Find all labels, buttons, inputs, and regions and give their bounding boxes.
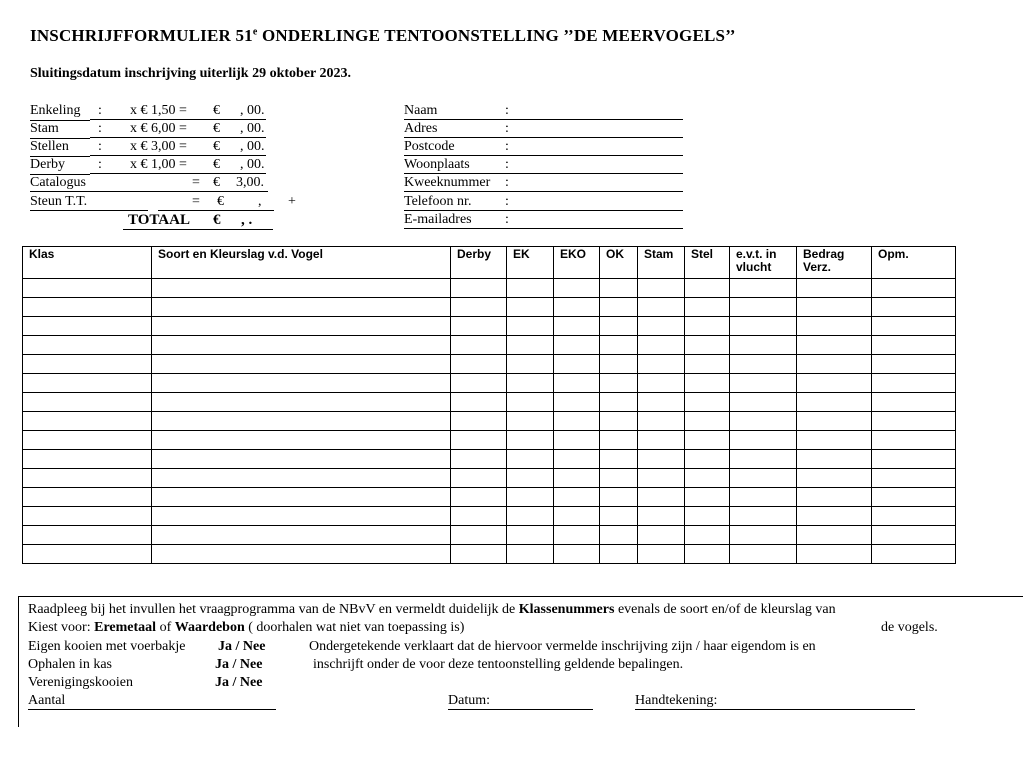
table-cell[interactable] xyxy=(152,469,451,488)
choice-eremetaal[interactable]: Eremetaal xyxy=(94,620,157,635)
table-cell[interactable] xyxy=(451,507,507,526)
table-cell[interactable] xyxy=(797,317,872,336)
field-label: E-mailadres xyxy=(404,212,472,227)
table-cell[interactable] xyxy=(23,317,152,336)
table-cell[interactable] xyxy=(872,545,956,564)
table-cell[interactable] xyxy=(600,431,638,450)
table-cell[interactable] xyxy=(685,488,730,507)
table-cell[interactable] xyxy=(872,507,956,526)
table-cell[interactable] xyxy=(554,469,600,488)
table-cell[interactable] xyxy=(638,298,685,317)
table-cell[interactable] xyxy=(685,431,730,450)
table-cell[interactable] xyxy=(600,393,638,412)
table-cell[interactable] xyxy=(730,393,797,412)
table-cell[interactable] xyxy=(872,469,956,488)
table-cell[interactable] xyxy=(797,507,872,526)
field-label: Adres xyxy=(404,121,438,136)
table-cell[interactable] xyxy=(507,336,554,355)
header-stam: Stam xyxy=(638,247,685,279)
title-superscript: e xyxy=(252,26,258,38)
table-cell[interactable] xyxy=(638,545,685,564)
instruction-line-2-right: de vogels. xyxy=(881,620,938,635)
table-cell[interactable] xyxy=(638,279,685,298)
choice-text: Kiest voor: xyxy=(28,620,95,635)
table-cell[interactable] xyxy=(152,526,451,545)
table-cell[interactable] xyxy=(554,336,600,355)
header-vlucht: e.v.t. in vlucht xyxy=(730,247,797,279)
table-cell[interactable] xyxy=(451,450,507,469)
table-cell[interactable] xyxy=(797,488,872,507)
table-cell[interactable] xyxy=(554,545,600,564)
table-cell[interactable] xyxy=(451,393,507,412)
title-text-rest: ONDERLINGE TENTOONSTELLING ’’DE MEERVOGELS’’ xyxy=(257,26,736,45)
table-cell[interactable] xyxy=(638,450,685,469)
fee-colon: : xyxy=(98,103,102,118)
table-row xyxy=(23,355,956,374)
instruction-line-1 xyxy=(28,601,836,619)
table-cell[interactable] xyxy=(600,355,638,374)
table-cell[interactable] xyxy=(451,374,507,393)
table-cell[interactable] xyxy=(685,279,730,298)
field-woonplaats[interactable] xyxy=(404,156,684,174)
table-cell[interactable] xyxy=(554,317,600,336)
instruction-text: Raadpleeg bij het invullen het vraagprogramma van de NBvV en vermeldt duidelijk de xyxy=(28,602,519,617)
fee-euro: € xyxy=(213,103,220,118)
table-cell[interactable] xyxy=(23,298,152,317)
table-cell[interactable] xyxy=(638,431,685,450)
table-cell[interactable] xyxy=(797,431,872,450)
table-cell[interactable] xyxy=(600,526,638,545)
fee-amount[interactable]: , 00. xyxy=(240,157,265,172)
fee-multiplier[interactable]: x € 1,00 = xyxy=(130,157,187,172)
table-cell[interactable] xyxy=(685,450,730,469)
field-label: Woonplaats xyxy=(404,157,470,172)
table-cell[interactable] xyxy=(451,469,507,488)
table-cell[interactable] xyxy=(451,336,507,355)
table-cell[interactable] xyxy=(554,488,600,507)
field-label: Kweeknummer xyxy=(404,175,491,190)
fee-euro: € xyxy=(213,121,220,136)
table-row xyxy=(23,336,956,355)
field-colon: : xyxy=(505,175,509,190)
table-cell[interactable] xyxy=(451,355,507,374)
title-text: INSCHRIJFFORMULIER 51 xyxy=(30,26,253,45)
table-cell[interactable] xyxy=(600,507,638,526)
option-label-verenigingskooien: Verenigingskooien xyxy=(28,675,133,690)
table-cell[interactable] xyxy=(507,488,554,507)
choice-note: ( doorhalen wat niet van toepassing is) xyxy=(244,620,465,635)
choice-of: of xyxy=(156,620,175,635)
table-cell[interactable] xyxy=(685,374,730,393)
fee-row-steun xyxy=(30,193,310,211)
aantal-label: Aantal xyxy=(28,693,66,708)
option-verenigingskooien-janee[interactable]: Ja / Nee xyxy=(215,675,263,690)
table-cell[interactable] xyxy=(554,279,600,298)
instruction-bold: Klassenummers xyxy=(518,602,615,617)
table-cell[interactable] xyxy=(685,526,730,545)
steun-equals: = xyxy=(192,194,200,209)
table-cell[interactable] xyxy=(730,526,797,545)
table-cell[interactable] xyxy=(554,393,600,412)
table-row xyxy=(23,545,956,564)
field-label: Naam xyxy=(404,103,438,118)
table-cell[interactable] xyxy=(638,526,685,545)
handtekening-label: Handtekening: xyxy=(635,693,718,708)
table-cell[interactable] xyxy=(872,412,956,431)
table-cell[interactable] xyxy=(730,355,797,374)
option-label-eigen-kooien: Eigen kooien met voerbakje xyxy=(28,639,186,654)
table-cell[interactable] xyxy=(507,279,554,298)
table-cell[interactable] xyxy=(507,317,554,336)
fee-multiplier[interactable]: x € 6,00 = xyxy=(130,121,187,136)
table-row xyxy=(23,507,956,526)
fee-row-enkeling xyxy=(30,102,270,120)
table-cell[interactable] xyxy=(23,526,152,545)
table-cell[interactable] xyxy=(730,450,797,469)
form-title xyxy=(30,26,736,46)
table-cell[interactable] xyxy=(23,545,152,564)
table-cell[interactable] xyxy=(451,279,507,298)
table-header-row xyxy=(23,247,956,279)
table-cell[interactable] xyxy=(451,545,507,564)
table-cell[interactable] xyxy=(797,545,872,564)
table-cell[interactable] xyxy=(730,507,797,526)
table-cell[interactable] xyxy=(685,298,730,317)
table-row xyxy=(23,317,956,336)
table-cell[interactable] xyxy=(797,355,872,374)
fee-label: Enkeling xyxy=(30,102,90,121)
table-row xyxy=(23,393,956,412)
table-cell[interactable] xyxy=(554,412,600,431)
table-cell[interactable] xyxy=(872,488,956,507)
table-cell[interactable] xyxy=(600,545,638,564)
field-underline xyxy=(404,102,683,120)
table-cell[interactable] xyxy=(23,507,152,526)
table-cell[interactable] xyxy=(872,298,956,317)
table-cell[interactable] xyxy=(600,317,638,336)
table-cell[interactable] xyxy=(872,431,956,450)
table-cell[interactable] xyxy=(797,469,872,488)
table-cell[interactable] xyxy=(872,317,956,336)
table-cell[interactable] xyxy=(23,431,152,450)
table-row xyxy=(23,431,956,450)
table-cell[interactable] xyxy=(152,317,451,336)
field-colon: : xyxy=(505,157,509,172)
choice-waardebon[interactable]: Waardebon xyxy=(174,620,245,635)
entries-table xyxy=(22,246,956,564)
header-ok: OK xyxy=(600,247,638,279)
table-cell[interactable] xyxy=(685,355,730,374)
table-row xyxy=(23,412,956,431)
table-cell[interactable] xyxy=(730,431,797,450)
fee-row-stellen xyxy=(30,138,270,156)
table-cell[interactable] xyxy=(797,450,872,469)
table-cell[interactable] xyxy=(797,526,872,545)
header-eko: EKO xyxy=(554,247,600,279)
header-klas: Klas xyxy=(23,247,152,279)
table-cell[interactable] xyxy=(554,298,600,317)
table-cell[interactable] xyxy=(797,336,872,355)
table-row xyxy=(23,526,956,545)
table-cell[interactable] xyxy=(152,507,451,526)
catalogus-label: Catalogus xyxy=(30,175,86,190)
catalogus-equals: = xyxy=(192,175,200,190)
table-cell[interactable] xyxy=(23,336,152,355)
table-row xyxy=(23,279,956,298)
fee-euro: € xyxy=(213,157,220,172)
totaal-label: TOTAAL xyxy=(128,212,190,228)
table-cell[interactable] xyxy=(797,393,872,412)
table-cell[interactable] xyxy=(554,355,600,374)
fee-multiplier[interactable]: x € 1,50 = xyxy=(130,103,187,118)
table-cell[interactable] xyxy=(872,355,956,374)
field-colon: : xyxy=(505,121,509,136)
totaal-amount[interactable]: , . xyxy=(241,212,253,228)
table-cell[interactable] xyxy=(507,526,554,545)
header-bedrag: Bedrag Verz. xyxy=(797,247,872,279)
fee-amount[interactable]: , 00. xyxy=(240,139,265,154)
table-cell[interactable] xyxy=(638,507,685,526)
fee-row-catalogus xyxy=(30,174,270,192)
table-row xyxy=(23,374,956,393)
option-label-ophalen: Ophalen in kas xyxy=(28,657,112,672)
fee-euro: € xyxy=(213,139,220,154)
fee-amount[interactable]: , 00. xyxy=(240,103,265,118)
fee-multiplier[interactable]: x € 3,00 = xyxy=(130,139,187,154)
table-cell[interactable] xyxy=(23,279,152,298)
table-cell[interactable] xyxy=(600,279,638,298)
steun-amount-underline xyxy=(158,193,274,211)
steun-plus: + xyxy=(288,194,296,209)
instruction-line-2 xyxy=(28,619,464,637)
datum-label: Datum: xyxy=(448,693,490,708)
table-cell[interactable] xyxy=(730,374,797,393)
instructions-box xyxy=(18,596,1023,727)
table-cell[interactable] xyxy=(730,545,797,564)
table-cell[interactable] xyxy=(507,298,554,317)
table-cell[interactable] xyxy=(685,336,730,355)
table-cell[interactable] xyxy=(872,336,956,355)
totaal-euro: € xyxy=(213,212,221,228)
table-cell[interactable] xyxy=(152,393,451,412)
table-cell[interactable] xyxy=(685,507,730,526)
table-cell[interactable] xyxy=(451,317,507,336)
field-colon: : xyxy=(505,194,509,209)
table-cell[interactable] xyxy=(507,374,554,393)
fee-label: Derby xyxy=(30,156,90,175)
table-cell[interactable] xyxy=(554,507,600,526)
table-cell[interactable] xyxy=(872,393,956,412)
table-cell[interactable] xyxy=(872,526,956,545)
table-cell[interactable] xyxy=(600,450,638,469)
table-cell[interactable] xyxy=(152,298,451,317)
header-soort: Soort en Kleurslag v.d. Vogel xyxy=(152,247,451,279)
table-cell[interactable] xyxy=(638,393,685,412)
table-cell[interactable] xyxy=(600,488,638,507)
field-underline xyxy=(404,120,683,138)
field-label: Telefoon nr. xyxy=(404,194,472,209)
table-cell[interactable] xyxy=(451,526,507,545)
table-cell[interactable] xyxy=(554,526,600,545)
table-row xyxy=(23,450,956,469)
table-cell[interactable] xyxy=(451,488,507,507)
fee-colon: : xyxy=(98,157,102,172)
table-cell[interactable] xyxy=(638,469,685,488)
table-cell[interactable] xyxy=(600,412,638,431)
table-cell[interactable] xyxy=(23,450,152,469)
instruction-text-post: evenals de soort en/of de kleurslag van xyxy=(614,602,836,617)
table-cell[interactable] xyxy=(600,336,638,355)
table-cell[interactable] xyxy=(797,412,872,431)
table-cell[interactable] xyxy=(507,393,554,412)
table-cell[interactable] xyxy=(872,279,956,298)
table-cell[interactable] xyxy=(600,298,638,317)
table-cell[interactable] xyxy=(730,469,797,488)
field-colon: : xyxy=(505,139,509,154)
steun-amount[interactable]: , xyxy=(258,194,262,209)
table-cell[interactable] xyxy=(554,431,600,450)
totaal-row xyxy=(123,211,283,229)
table-cell[interactable] xyxy=(507,355,554,374)
table-cell[interactable] xyxy=(451,298,507,317)
option-ophalen-janee[interactable]: Ja / Nee xyxy=(215,657,263,672)
declaration-line-1: Ondergetekende verklaart dat de hiervoor vermelde inschrijving zijn / haar eigendom is en xyxy=(309,639,816,654)
table-row xyxy=(23,298,956,317)
table-cell[interactable] xyxy=(23,374,152,393)
table-cell[interactable] xyxy=(451,431,507,450)
header-opm: Opm. xyxy=(872,247,956,279)
table-cell[interactable] xyxy=(152,431,451,450)
table-cell[interactable] xyxy=(797,374,872,393)
table-cell[interactable] xyxy=(554,374,600,393)
steun-euro: € xyxy=(217,194,224,209)
steun-label: Steun T.T. xyxy=(30,194,88,209)
header-stel: Stel xyxy=(685,247,730,279)
table-cell[interactable] xyxy=(23,393,152,412)
table-cell[interactable] xyxy=(152,374,451,393)
table-cell[interactable] xyxy=(685,469,730,488)
table-cell[interactable] xyxy=(152,545,451,564)
field-telefoon[interactable] xyxy=(404,193,684,211)
table-cell[interactable] xyxy=(685,412,730,431)
table-cell[interactable] xyxy=(23,412,152,431)
field-naam[interactable] xyxy=(404,102,684,120)
fee-amount[interactable]: , 00. xyxy=(240,121,265,136)
table-cell[interactable] xyxy=(638,374,685,393)
fee-colon: : xyxy=(98,139,102,154)
table-cell[interactable] xyxy=(507,469,554,488)
table-cell[interactable] xyxy=(152,279,451,298)
table-cell[interactable] xyxy=(872,374,956,393)
table-cell[interactable] xyxy=(23,469,152,488)
table-cell[interactable] xyxy=(638,317,685,336)
table-row xyxy=(23,469,956,488)
table-cell[interactable] xyxy=(507,450,554,469)
table-cell[interactable] xyxy=(152,412,451,431)
table-cell[interactable] xyxy=(23,355,152,374)
declaration-line-2: inschrijft onder de voor deze tentoonstelling geldende bepalingen. xyxy=(313,657,684,672)
table-cell[interactable] xyxy=(730,279,797,298)
table-cell[interactable] xyxy=(507,412,554,431)
table-cell[interactable] xyxy=(152,488,451,507)
table-cell[interactable] xyxy=(685,545,730,564)
table-cell[interactable] xyxy=(152,355,451,374)
table-cell[interactable] xyxy=(638,488,685,507)
table-cell[interactable] xyxy=(797,279,872,298)
table-cell[interactable] xyxy=(554,450,600,469)
field-emailadres[interactable] xyxy=(404,211,684,229)
catalogus-amount: 3,00. xyxy=(236,175,264,190)
fee-colon: : xyxy=(98,121,102,136)
table-cell[interactable] xyxy=(600,469,638,488)
table-cell[interactable] xyxy=(451,412,507,431)
table-cell[interactable] xyxy=(685,393,730,412)
table-cell[interactable] xyxy=(730,336,797,355)
table-cell[interactable] xyxy=(600,374,638,393)
field-label: Postcode xyxy=(404,139,455,154)
table-cell[interactable] xyxy=(23,488,152,507)
table-cell[interactable] xyxy=(730,412,797,431)
table-cell[interactable] xyxy=(797,298,872,317)
deadline-text: Sluitingsdatum inschrijving uiterlijk 29 oktober 2023. xyxy=(30,66,352,81)
fee-row-stam xyxy=(30,120,270,138)
table-cell[interactable] xyxy=(507,545,554,564)
field-postcode[interactable] xyxy=(404,138,684,156)
table-cell[interactable] xyxy=(685,317,730,336)
fee-label: Stam xyxy=(30,120,90,139)
table-cell[interactable] xyxy=(638,412,685,431)
catalogus-euro: € xyxy=(213,175,220,190)
table-cell[interactable] xyxy=(730,488,797,507)
table-cell[interactable] xyxy=(872,450,956,469)
field-kweeknummer[interactable] xyxy=(404,174,684,192)
field-adres[interactable] xyxy=(404,120,684,138)
table-cell[interactable] xyxy=(730,298,797,317)
table-cell[interactable] xyxy=(152,336,451,355)
table-cell[interactable] xyxy=(730,317,797,336)
table-cell[interactable] xyxy=(638,355,685,374)
header-ek: EK xyxy=(507,247,554,279)
table-cell[interactable] xyxy=(152,450,451,469)
option-eigen-kooien-janee[interactable]: Ja / Nee xyxy=(218,639,266,654)
table-cell[interactable] xyxy=(507,431,554,450)
fee-label: Stellen xyxy=(30,138,90,157)
field-colon: : xyxy=(505,103,509,118)
table-cell[interactable] xyxy=(638,336,685,355)
header-derby: Derby xyxy=(451,247,507,279)
table-row xyxy=(23,488,956,507)
fee-row-derby xyxy=(30,156,270,174)
table-cell[interactable] xyxy=(507,507,554,526)
field-colon: : xyxy=(505,212,509,227)
